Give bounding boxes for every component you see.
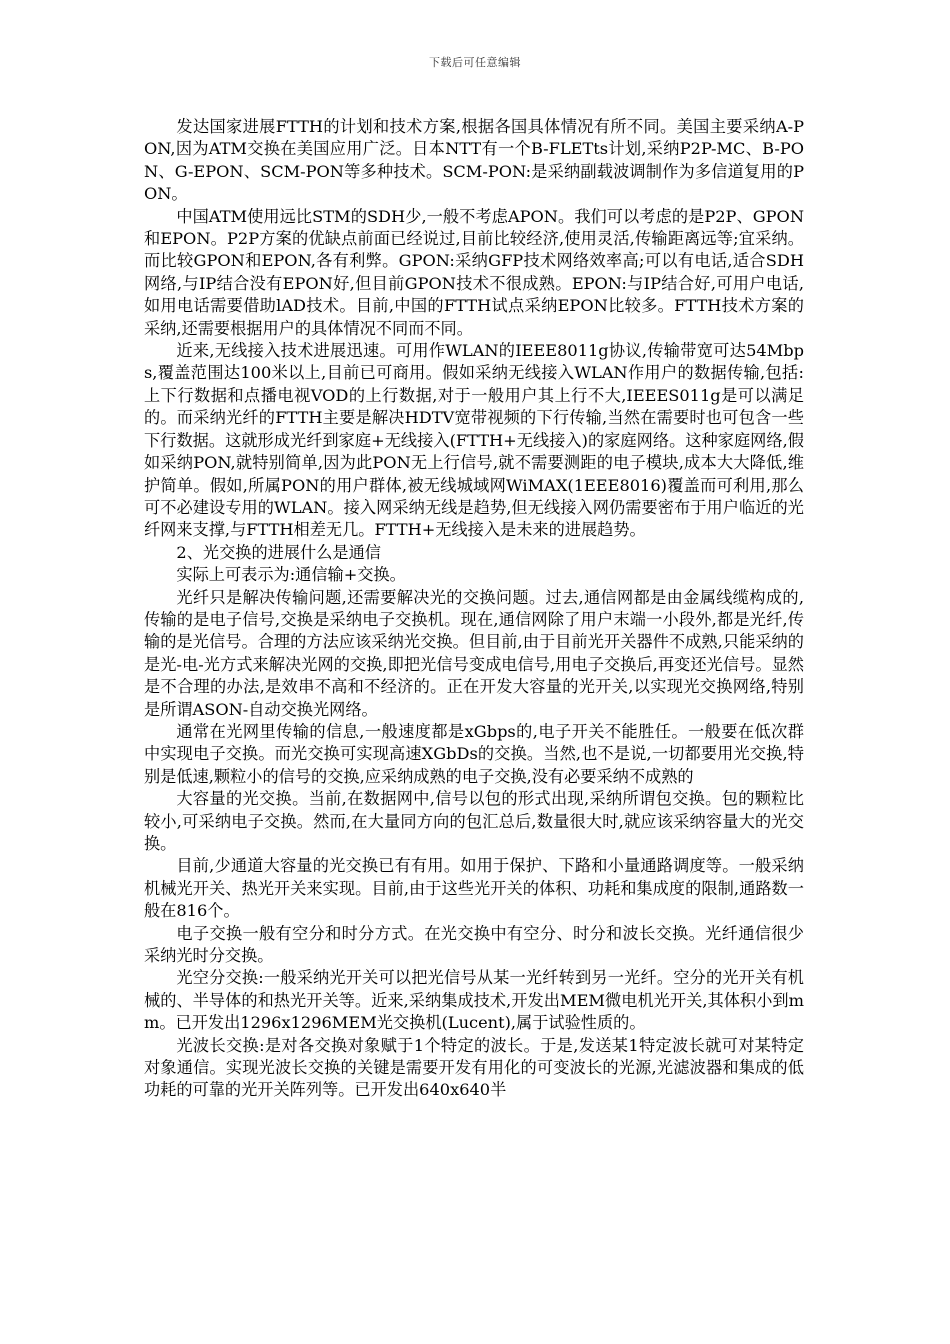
paragraph: 光波长交换:是对各交换对象赋于1个特定的波长。于是,发送某1特定波长就可对某特定对象通信。实现光波长交换的关键是需要开发有用化的可变波长的光源,光滤波器和集成的低功耗的可靠的光开关阵列等。已开发出640x640半 — [144, 1035, 804, 1100]
document-body — [144, 116, 804, 1102]
paragraph: 近来,无线接入技术进展迅速。可用作WLAN的IEEE8011g协议,传输带宽可达54Mbps,覆盖范围达100米以上,目前已可商用。假如采纳无线接入WLAN作用户的数据传输,包括:上下行数据和点播电视VOD的上行数据,对于一般用户其上行不大,IEEES011g是可以满足的。而采纳光纤的FTTH主要是解决HDTV宽带视频的下行传输,当然在需要时也可包含一些下行数据。这就形成光纤到家庭+无线接入(FTTH+无线接入)的家庭网络。这种家庭网络,假如采纳PON,就特别简单,因为此PON无上行信号,就不需要测距的电子模块,成本大大降低,维护简单。假如,所属PON的用户群体,被无线城域网WiMAX(1EEE8016)覆盖而可利用,那么可不必建设专用的WLAN。接入网采纳无线是趋势,但无线接入网仍需要密布于用户临近的光纤网来支撑,与FTTH相差无几。FTTH+无线接入是未来的进展趋势。 — [144, 341, 804, 540]
page-header: 下载后可任意编辑 — [429, 56, 521, 69]
paragraph: 发达国家进展FTTH的计划和技术方案,根据各国具体情况有所不同。美国主要采纳A-PON,因为ATM交换在美国应用广泛。日本NTT有一个B-FLETts计划,采纳P2P-MC、B-PON、G-EPON、SCM-PON等多种技术。SCM-PON:是采纳副载波调制作为多信道复用的PON。 — [144, 117, 804, 204]
paragraph: 目前,少通道大容量的光交换已有有用。如用于保护、下路和小量通路调度等。一般采纳机械光开关、热光开关来实现。目前,由于这些光开关的体积、功耗和集成度的限制,通路数一般在816个。 — [144, 856, 804, 921]
paragraph: 光空分交换:一般采纳光开关可以把光信号从某一光纤转到另一光纤。空分的光开关有机械的、半导体的和热光开关等。近来,采纳集成技术,开发出MEM微电机光开关,其体积小到mm。已开发出1296x1296MEM光交换机(Lucent),属于试验性质的。 — [144, 968, 804, 1033]
paragraph: 光纤只是解决传输问题,还需要解决光的交换问题。过去,通信网都是由金属线缆构成的,传输的是电子信号,交换是采纳电子交换机。现在,通信网除了用户末端一小段外,都是光纤,传输的是光信号。合理的方法应该采纳光交换。但目前,由于目前光开关器件不成熟,只能采纳的是光-电-光方式来解决光网的交换,即把光信号变成电信号,用电子交换后,再变还光信号。显然是不合理的办法,是效串不高和不经济的。正在开发大容量的光开关,以实现光交换网络,特别是所谓ASON-自动交换光网络。 — [144, 587, 804, 719]
paragraph: 大容量的光交换。当前,在数据网中,信号以包的形式出现,采纳所谓包交换。包的颗粒比较小,可采纳电子交换。然而,在大量同方向的包汇总后,数量很大时,就应该采纳容量大的光交换。 — [144, 789, 804, 853]
section-heading: 2、光交换的进展什么是通信 — [176, 542, 381, 562]
paragraph: 中国ATM使用远比STM的SDH少,一般不考虑APON。我们可以考虑的是P2P、GPON和EPON。P2P方案的优缺点前面已经说过,目前比较经济,使用灵活,传输距离远等;宜采纳。而比较GPON和EPON,各有利弊。GPON:采纳GFP技术网络效率高;可以有电话,适合SDH网络,与IP结合没有EPON好,但目前GPON技术不很成熟。EPON:与IP结合好,可用户电话,如用电话需要借助lAD技术。目前,中国的FTTH试点采纳EPON比较多。FTTH技术方案的采纳,还需要根据用户的具体情况不同而不同。 — [144, 206, 804, 338]
paragraph: 通常在光网里传输的信息,一般速度都是xGbps的,电子开关不能胜任。一般要在低次群中实现电子交换。而光交换可实现高速XGbDs的交换。当然,也不是说,一切都要用光交换,特别是低速,颗粒小的信号的交换,应采纳成熟的电子交换,没有必要采纳不成熟的 — [144, 721, 804, 786]
paragraph: 电子交换一般有空分和时分方式。在光交换中有空分、时分和波长交换。光纤通信很少采纳光时分交换。 — [144, 923, 804, 966]
paragraph: 实际上可表示为:通信输+交换。 — [176, 565, 406, 585]
